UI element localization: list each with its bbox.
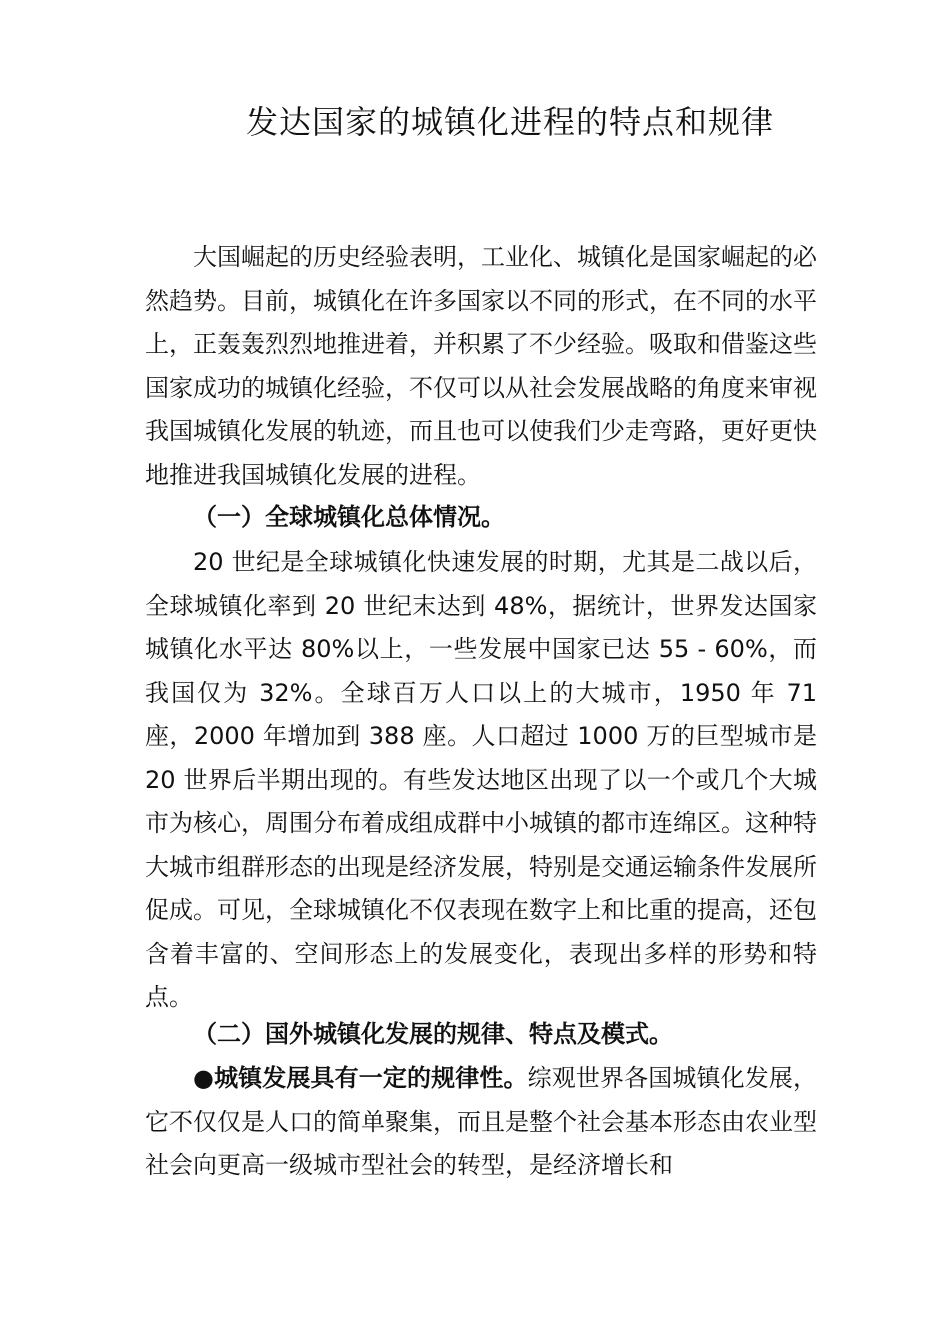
global-urbanization-paragraph: 20 世纪是全球城镇化快速发展的时期，尤其是二战以后，全球城镇化率到 20 世纪末达到 48%，据统计，世界发达国家城镇化水平达 80%以上，一些发展中国家已达 55 - 60%，而我国仅为 32%。全球百万人口以上的大城市，1950 年 71 座，2000 年增加到 388 座。人口超过 1000 万的巨型城市是 20 世界后半期出现的。有些发达地区出现了以一个或几个大城市为核心，周围分布着成组成群中小城镇的都市连绵区。这种特大城市组群形态的出现是经济发展，特别是交通运输条件发展所促成。可见，全球城镇化不仅表现在数字上和比重的提高，还包含着丰富的、空间形态上的发展变化，表现出多样的形势和特点。: [145, 548, 817, 1011]
document-title: 发达国家的城镇化进程的特点和规律: [245, 103, 774, 141]
section-heading-1: （一）全球城镇化总体情况。: [193, 503, 505, 531]
urbanization-pattern-paragraph: [145, 1057, 817, 1188]
bullet-lead-text: ●城镇发展具有一定的规律性。: [193, 1064, 528, 1092]
section-heading-2: （二）国外城镇化发展的规律、特点及模式。: [193, 1020, 673, 1048]
intro-paragraph: 大国崛起的历史经验表明，工业化、城镇化是国家崛起的必然趋势。目前，城镇化在许多国家以不同的形式，在不同的水平上，正轰轰烈烈地推进着，并积累了不少经验。吸取和借鉴这些国家成功的城镇化经验，不仅可以从社会发展战略的角度来审视我国城镇化发展的轨迹，而且也可以使我们少走弯路，更好更快地推进我国城镇化发展的进程。: [145, 243, 817, 489]
paragraph-text: 综观世界各国城镇化发展，它不仅仅是人口的简单聚集，而且是整个社会基本形态由农业型社会向更高一级城市型社会的转型，是经济增长和: [145, 1064, 817, 1179]
